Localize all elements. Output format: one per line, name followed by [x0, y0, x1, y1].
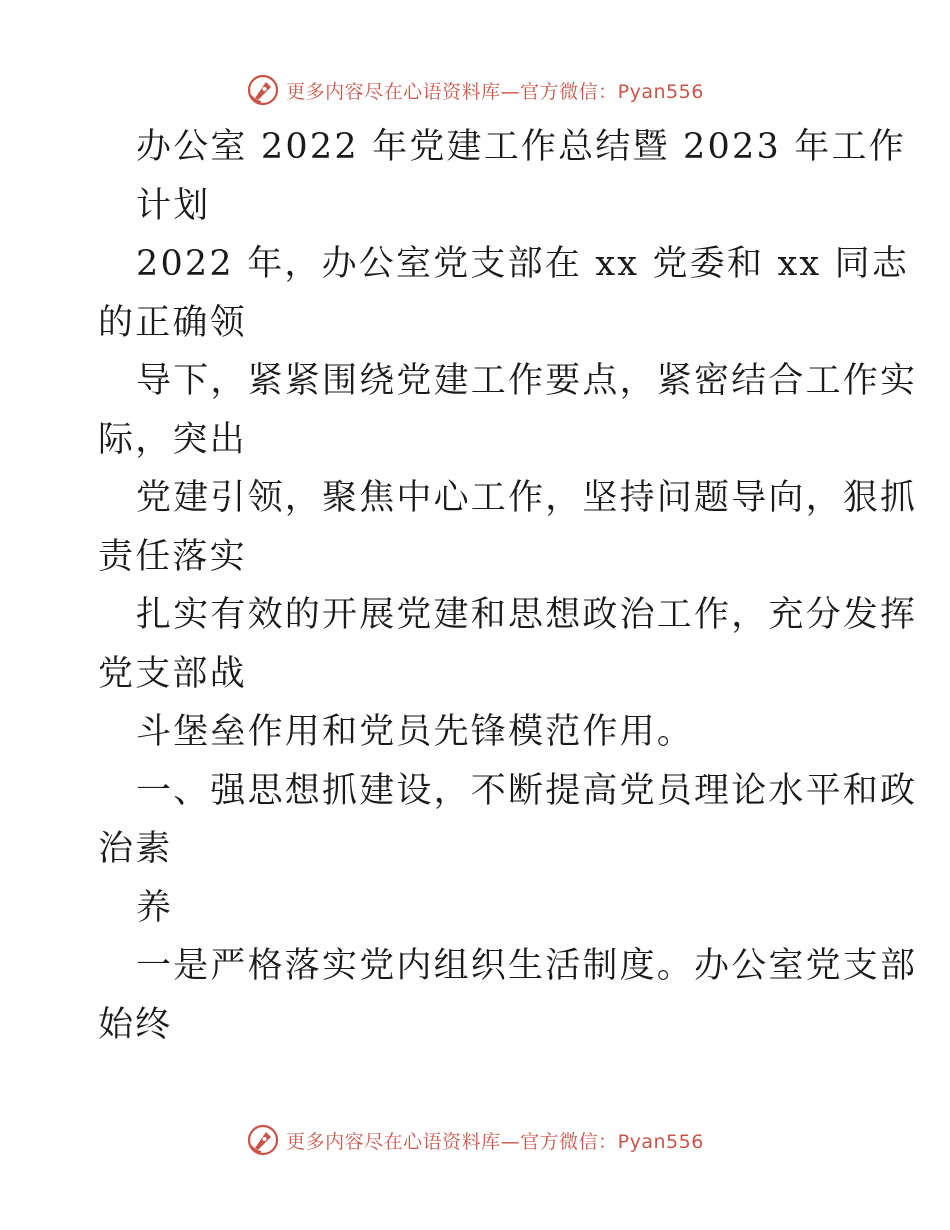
- text-line: 责任落实: [98, 536, 247, 577]
- text-line: 的正确领: [98, 302, 247, 343]
- title-line-2: 计划: [136, 185, 211, 226]
- text-line: 一是严格落实党内组织生活制度。办公室党支部: [136, 946, 918, 986]
- pen-nib-logo-icon: [246, 73, 280, 107]
- document-body: [98, 118, 918, 1054]
- text-line: 扎实有效的开展党建和思想政治工作，充分发挥: [136, 595, 918, 635]
- section-heading-line: 治素: [98, 829, 173, 869]
- text-line: 2022 年，办公室党支部在 xx 党委和 xx 同志: [136, 244, 910, 284]
- footer-banner-text: 更多内容尽在心语资料库—官方微信：Pyan556: [286, 1130, 704, 1153]
- section-heading-line: 一、强思想抓建设，不断提高党员理论水平和政: [136, 770, 918, 811]
- header-banner-text: 更多内容尽在心语资料库—官方微信：Pyan556: [286, 80, 704, 103]
- text-line: 始终: [98, 1004, 173, 1045]
- text-line: 际，突出: [98, 419, 247, 460]
- text-line: 斗堡垒作用和党员先锋模范作用。: [136, 712, 695, 752]
- title-line-1: 办公室 2022 年党建工作总结暨 2023 年工作: [136, 127, 906, 167]
- header-banner: [0, 70, 950, 110]
- section-heading-line: 养: [136, 887, 174, 928]
- pen-nib-logo-icon: [246, 1123, 280, 1157]
- footer-banner: [0, 1120, 950, 1160]
- text-line: 党建引领，聚焦中心工作，坚持问题导向，狠抓: [136, 478, 918, 518]
- text-line: 导下，紧紧围绕党建工作要点，紧密结合工作实: [136, 361, 918, 401]
- text-line: 党支部战: [98, 653, 247, 694]
